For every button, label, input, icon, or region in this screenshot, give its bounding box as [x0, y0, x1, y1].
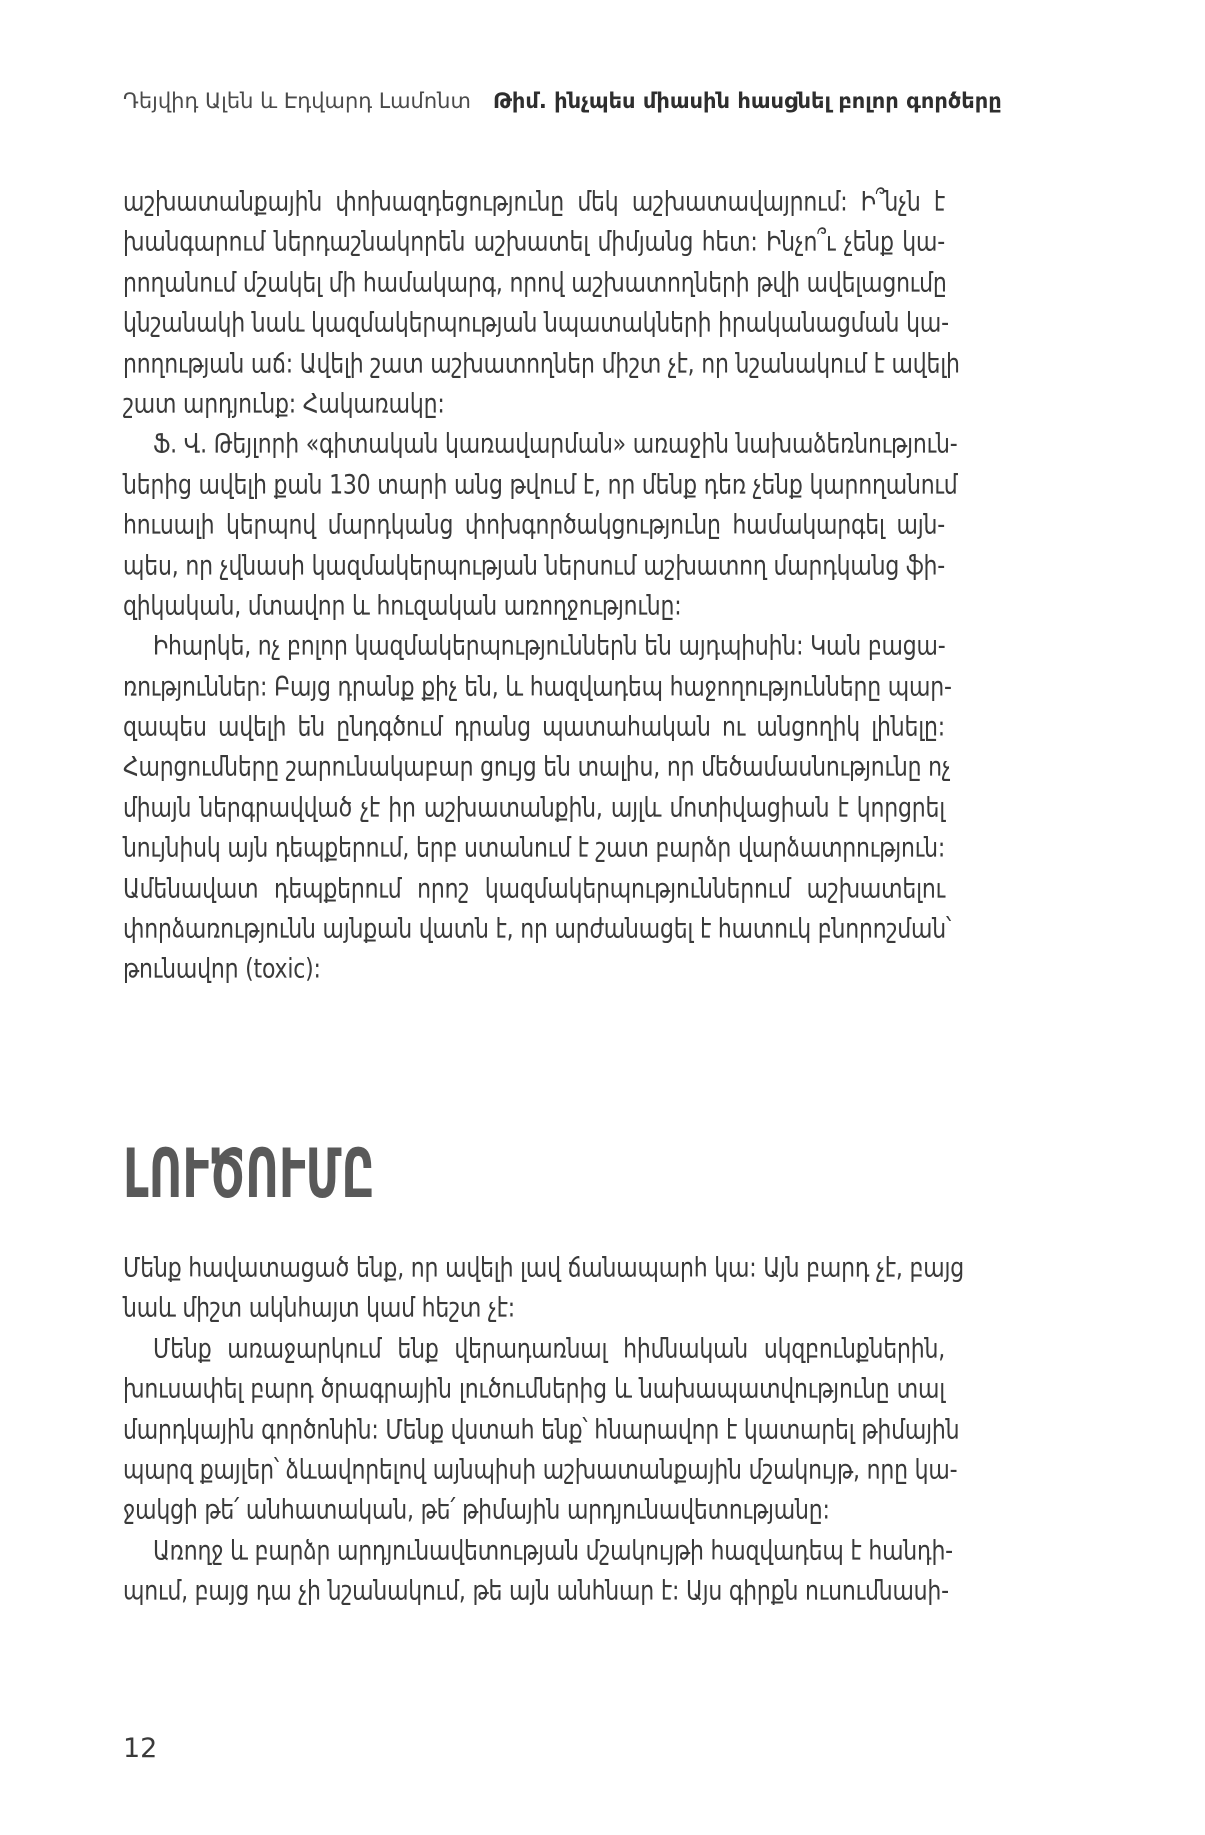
- text-line: մարդկային գործոնին: Մենք վստահ ենք՝ հնարավոր է կատարել թիմային: [123, 1414, 960, 1446]
- page-number: 12: [123, 1733, 158, 1764]
- text-line: կնշանակի նաև կազմակերպության նպատակների իրականացման կա-: [123, 308, 949, 339]
- section-heading: ԼՈՒԾՈՒՄԸ: [123, 1134, 375, 1214]
- text-line: Ամենավատ դեպքերում որոշ կազմակերպություններում աշխատելու: [123, 873, 945, 905]
- text-line: րողության աճ: Ավելի շատ աշխատողներ միշտ չէ, որ նշանակում է ավելի: [123, 348, 960, 380]
- text-line: րողանում մշակել մի համակարգ, որով աշխատողների թվի ավելացումը: [123, 267, 947, 299]
- text-line: ռություններ: Բայց դրանք քիչ են, և հազվադեպ հաջողությունները պար-: [123, 671, 952, 703]
- text-line: Իհարկե, ոչ բոլոր կազմակերպություններն են այդպիսին: Կան բացա-: [153, 631, 946, 662]
- text-line: պում, բայց դա չի նշանակում, թե այն անհնար է: Այս գիրքն ուսումնասի-: [123, 1576, 949, 1607]
- paragraph: [123, 183, 960, 425]
- text-line: Մենք հավատացած ենք, որ ավելի լավ ճանապարհ կա: Այն բարդ չէ, բայց: [123, 1253, 964, 1284]
- paragraph: [123, 1532, 953, 1613]
- text-line: հուսալի կերպով մարդկանց փոխգործակցությունը համակարգել այն-: [123, 510, 945, 541]
- text-line: պարզ քայլեր՝ ձևավորելով այնպիսի աշխատանքային մշակույթ, որը կա-: [123, 1455, 958, 1486]
- text-line: խուսափել բարդ ծրագրային լուծումներից և նախապատվությունը տալ: [123, 1374, 945, 1405]
- text-line: ներից ավելի քան 130 տարի անց թվում է, որ մենք դեռ չենք կարողանում: [123, 469, 958, 501]
- text-line: խանգարում ներդաշնակորեն աշխատել միմյանց հետ: Ինչո՞ւ չենք կա-: [123, 227, 945, 258]
- text-line: Մենք առաջարկում ենք վերադառնալ հիմնական սկզբունքներին,: [153, 1333, 945, 1365]
- book-title: Թիմ. ինչպես միասին հասցնել բոլոր գործերը: [492, 89, 1002, 113]
- text-line: Առողջ և բարձր արդյունավետության մշակույթի հազվադեպ է հանդի-: [153, 1535, 953, 1567]
- text-line: զապես ավելի են ընդգծում դրանց պատահական ու անցողիկ լինելը:: [123, 712, 945, 743]
- text-line: Ֆ. Վ. Թեյլորի «գիտական կառավարման» առաջին նախաձեռնություն-: [153, 429, 958, 460]
- text-line: աշխատանքային փոխազդեցությունը մեկ աշխատավայրում: Ի՞նչն է: [123, 187, 945, 218]
- text-line: միայն ներգրավված չէ իր աշխատանքին, այլև մոտիվացիան է կորցրել: [123, 792, 945, 824]
- text-line: զիկական, մտավոր և հուզական առողջությունը:: [123, 591, 682, 622]
- text-line: պես, որ չվնասի կազմակերպության ներսում աշխատող մարդկանց ֆի-: [123, 550, 945, 582]
- paragraph: [123, 1330, 960, 1532]
- intro-text-block: [123, 183, 960, 991]
- text-line: նույնիսկ այն դեպքերում, երբ ստանում է շատ բարձր վարձատրություն:: [123, 833, 946, 864]
- author-names: Դեյվիդ Ալեն և Էդվարդ Լամոնտ: [123, 89, 471, 113]
- paragraph: [123, 627, 952, 991]
- text-line: նաև միշտ ակնհայտ կամ հեշտ չէ:: [123, 1293, 515, 1324]
- text-line: Հարցումները շարունակաբար ցույց են տալիս, որ մեծամասնությունը ոչ: [123, 752, 951, 784]
- text-line: ջակցի թե՛ անհատական, թե՛ թիմային արդյունավետությանը:: [123, 1495, 830, 1526]
- running-header: [123, 88, 1083, 114]
- solution-text-block: [123, 1249, 964, 1613]
- paragraph: [123, 425, 958, 627]
- text-line: թունավոր (toxic):: [123, 954, 321, 986]
- text-line: փորձառությունն այնքան վատն է, որ արժանացել է հատուկ բնորոշման՝: [123, 914, 951, 945]
- text-line: շատ արդյունք: Հակառակը:: [123, 389, 445, 420]
- paragraph: [123, 1249, 964, 1330]
